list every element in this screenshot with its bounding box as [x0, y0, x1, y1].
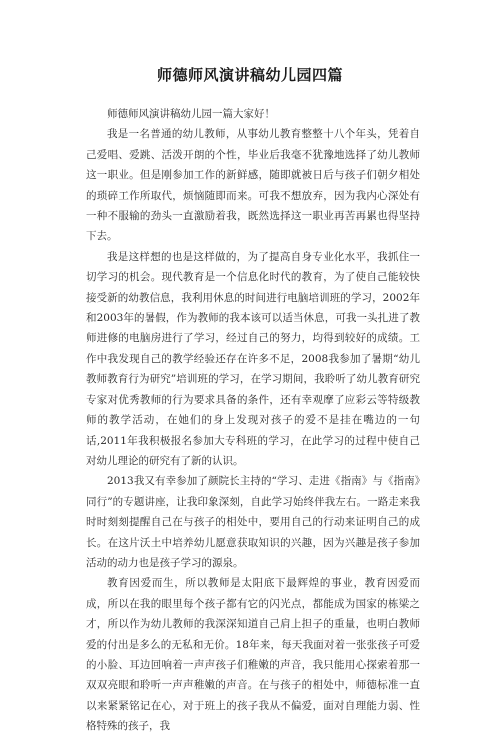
body-paragraph: 我是一名普通的幼儿教师，从事幼儿教育整整十八个年头，凭着自己爱唱、爱跳、活泼开朗的个性，毕业后我毫不犹豫地选择了幼儿教师这一职业。但是刚参加工作的新鲜感，随即就被日后与孩子们朝夕相处的琐碎工作所取代，烦恼随即而来。可我不想放弃，因为我内心深处有一种不服输的劲头一直激励着我，既然选择这一职业再苦再累也得坚持下去。 [86, 128, 420, 243]
document-title: 师德师风演讲稿幼儿园四篇 [156, 66, 343, 84]
document-body [86, 104, 420, 737]
body-paragraph: 我是这样想的也是这样做的，为了提高自身专业化水平，我抓住一切学习的机会。现代教育是一个信息化时代的教育，为了使自己能较快接受新的幼教信息，我利用休息的时间进行电脑培训班的学习，2002年和2003年的暑假，作为教师的我本该可以适当休息，可我一头扎进了教师进修的电脑房进行了学习，经过自己的努力，均得到较好的成绩。工作中我发现自己的教学经验还存在许多不足，2008我参加了暑期“幼儿教师教育行为研究”培训班的学习，在学习期间，我聆听了幼儿教育研究专家对优秀教师的行为要求具备的条件，还有幸观摩了应彩云等特级教师的教学活动，在她们的身上发现对孩子的爱不是挂在嘴边的一句话,2011年我积极报名参加大专科班的学习，在此学习的过程中使自己对幼儿理论的研究有了新的认识。 [86, 250, 420, 467]
greeting-paragraph: 师德师风演讲稿幼儿园一篇大家好！ [107, 108, 275, 120]
body-paragraph: 教育因爱而生，所以教师是太阳底下最辉煌的事业，教育因爱而成，所以在我的眼里每个孩子都有它的闪光点，都能成为国家的栋梁之才，所以作为幼儿教师的我深深知道自己肩上担子的重量，也明白教师爱的付出是多么的无私和无价。18年来，每天我面对着一张张孩子可爱的小脸、耳边回响着一声声孩子们稚嫩的声音，我只能用心探索着那一双双亮眼和聆听一声声稚嫩的声音。在与孩子的相处中，师德标准一直以来紧紧铭记在心，对于班上的孩子我从不偏爱，面对自理能力弱、性格特殊的孩子，我 [86, 577, 420, 733]
body-paragraph: 2013我又有幸参加了颜院长主持的“学习、走进《指南》与《指南》同行”的专题讲座，让我印象深刻，自此学习始终伴我左右。一路走来我时时刻刻提醒自己在与孩子的相处中，要用自己的行动来证明自己的成长。在这片沃土中培养幼儿愿意获取知识的兴趣，因为兴趣是孩子参加活动的动力也是孩子学习的源泉。 [86, 475, 420, 569]
